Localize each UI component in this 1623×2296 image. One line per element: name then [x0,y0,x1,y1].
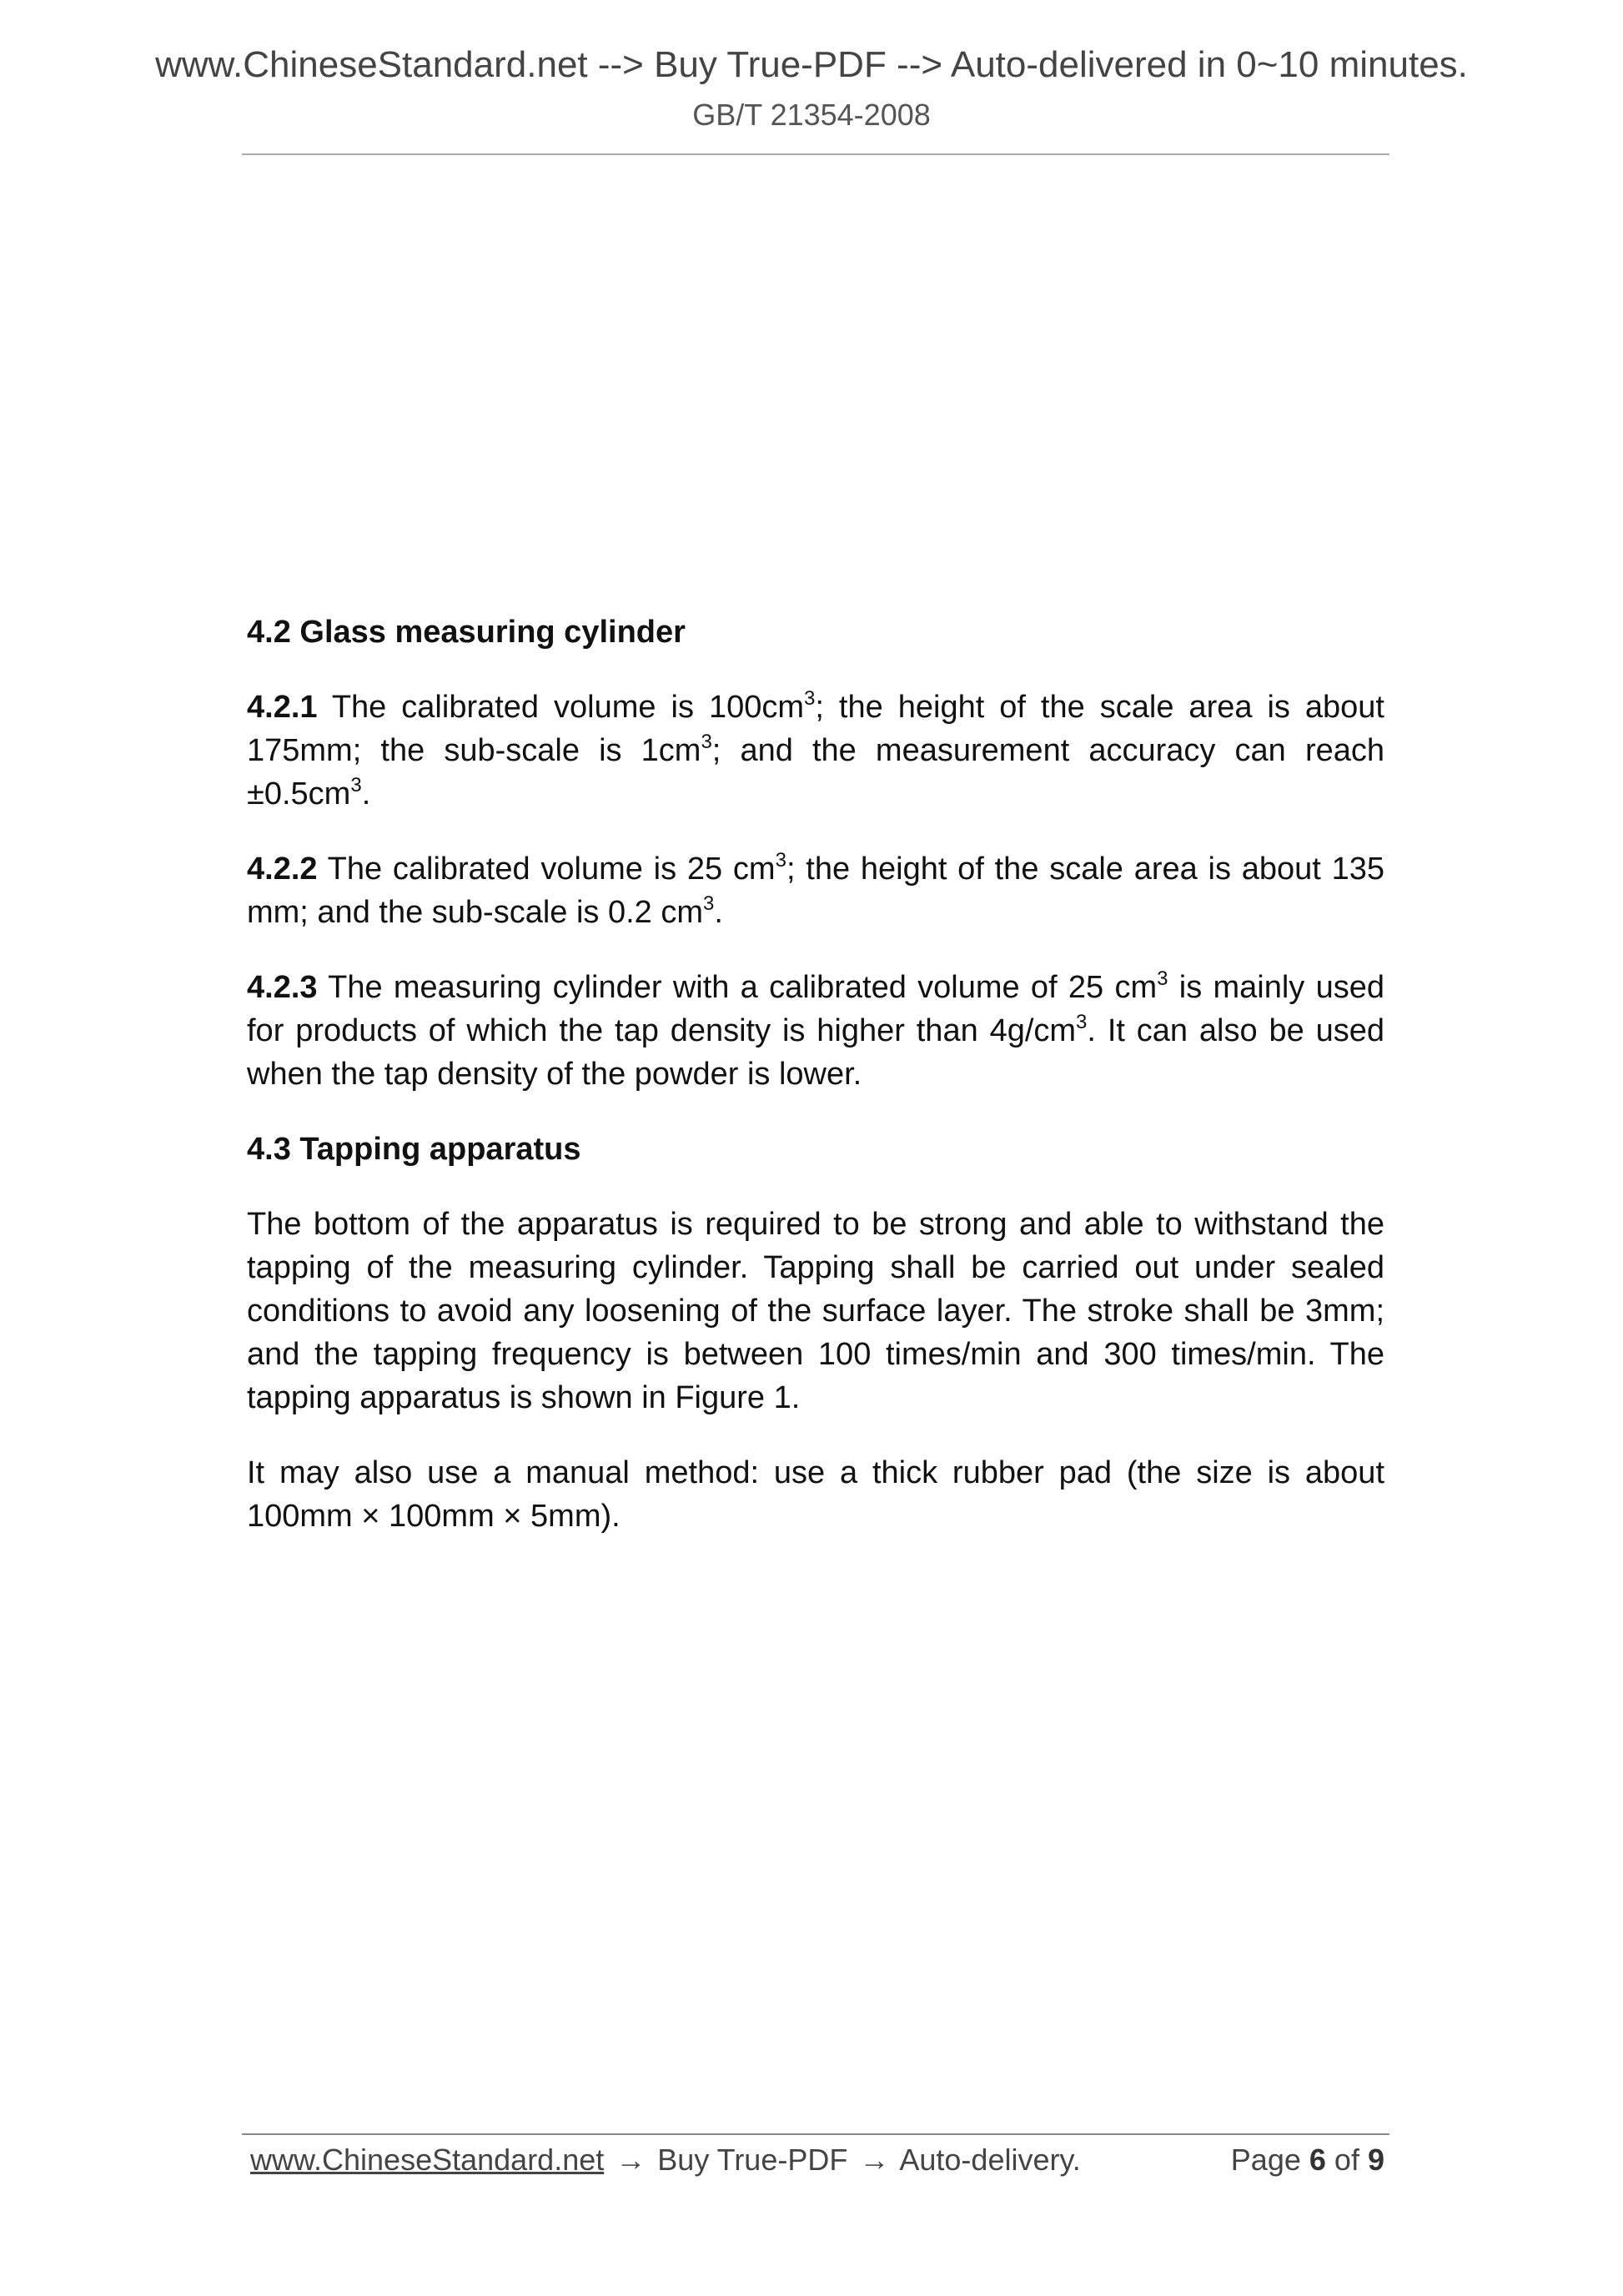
text-span: ; the height of the scale area is about 175mm; the sub-scale is 1cm [247,690,1384,768]
page-word: Page [1230,2143,1301,2177]
section-heading-4-2: 4.2 Glass measuring cylinder [247,615,686,650]
header-divider [242,153,1389,155]
paragraph-4-3-body: The bottom of the apparatus is required to be strong and able to withstand the tapping of the measuring cylinder. Tapping shall be carried out under sealed conditions to avoid any loosening of the surface layer. The stroke shall be 3mm; and the tapping frequency is between 100 times/min and 300 times/min. The tapping apparatus is shown in Figure 1. [247,1207,1384,1415]
paragraph-4-2-3 [247,966,1384,1096]
superscript: 3 [1157,967,1168,990]
footer-delivery-text: Auto-delivery. [899,2143,1081,2177]
text-span: . [714,895,723,930]
clause-number-4-2-1: 4.2.1 [247,690,318,725]
superscript: 3 [703,892,715,915]
header-banner: www.ChineseStandard.net --> Buy True-PDF --> Auto-delivered in 0~10 minutes. [155,44,1468,85]
footer [250,2140,1384,2180]
paragraph-4-2-2 [247,847,1384,934]
page-current: 6 [1309,2143,1326,2177]
footer-divider [242,2133,1389,2135]
arrow-right-icon: → [616,2143,646,2177]
text-span: is mainly used for products of which the tap density is higher than 4g/cm [247,970,1384,1048]
text-span: The calibrated volume is 100cm [317,690,805,725]
standard-code: GB/T 21354-2008 [692,98,931,132]
text-span: ; and the measurement accuracy can reach ±0.5cm [247,733,1384,811]
section-heading-4-3: 4.3 Tapping apparatus [247,1132,581,1167]
text-span: . [361,776,371,811]
superscript: 3 [804,687,816,710]
footer-buy-text: Buy True-PDF [657,2143,848,2177]
of-word: of [1334,2143,1359,2177]
page-indicator [1231,2140,1384,2180]
page-total: 9 [1367,2143,1384,2177]
text-span: The measuring cylinder with a calibrated volume of 25 cm [317,970,1158,1005]
superscript: 3 [701,731,712,753]
text-span: The calibrated volume is 25 cm [317,852,776,887]
paragraph-4-3-manual: It may also use a manual method: use a thick rubber pad (the size is about 100mm × 100mm × 5mm). [247,1455,1384,1534]
arrow-right-icon: → [859,2143,890,2177]
superscript: 3 [350,774,362,796]
paragraph-4-2-1 [247,686,1384,816]
footer-left [250,2140,1081,2180]
clause-number-4-2-2: 4.2.2 [247,852,318,887]
footer-site-link[interactable]: www.ChineseStandard.net [250,2143,605,2177]
document-body [247,610,1384,1570]
text-span: . It can also be used when the tap density of the powder is lower. [247,1013,1384,1092]
superscript: 3 [1076,1011,1088,1033]
text-span: ; the height of the scale area is about 135 mm; and the sub-scale is 0.2 cm [247,852,1384,930]
clause-number-4-2-3: 4.2.3 [247,970,318,1005]
superscript: 3 [775,849,786,872]
